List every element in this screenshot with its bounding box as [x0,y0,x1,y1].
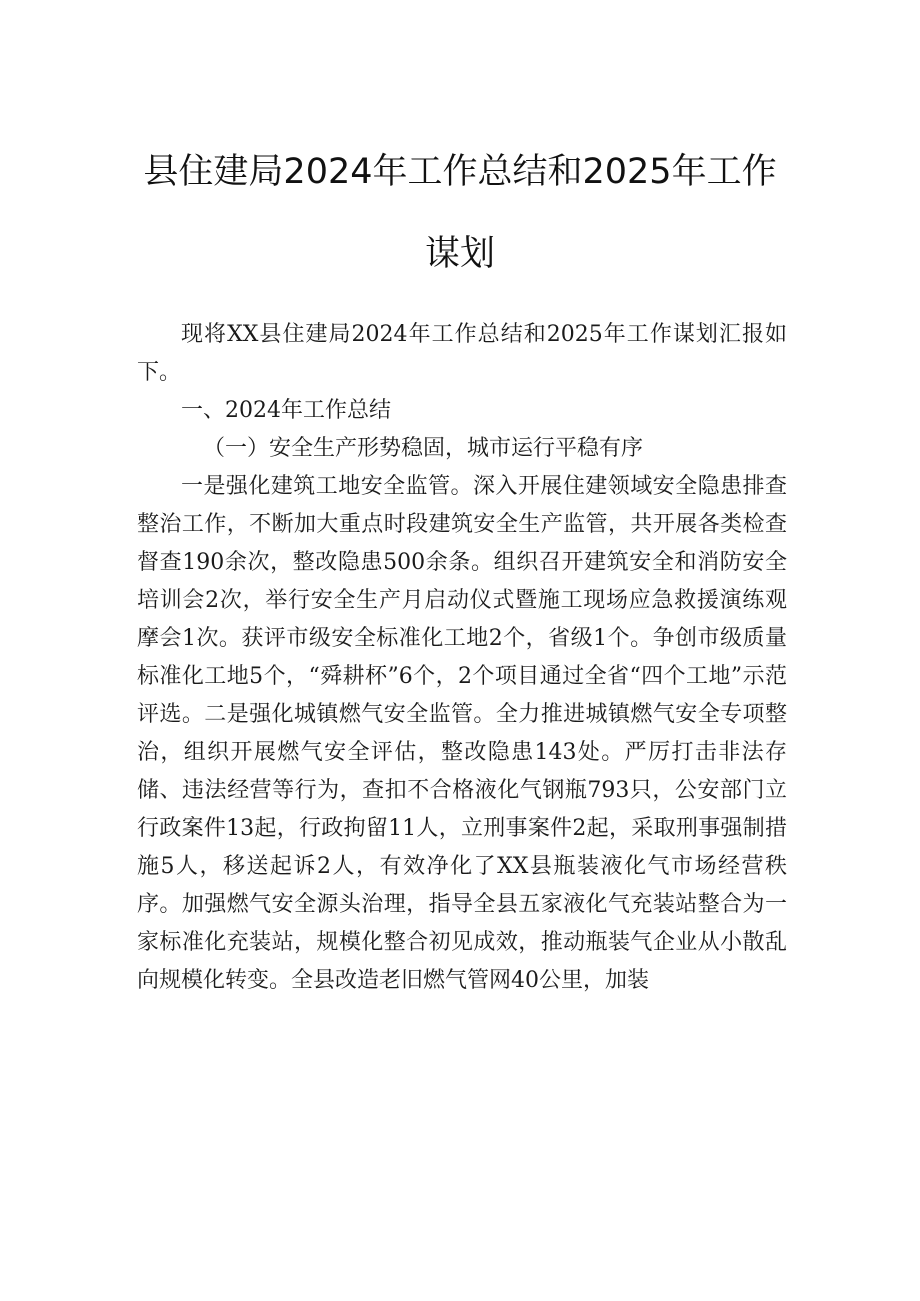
section-heading: 一、2024年工作总结 [181,398,391,423]
body-paragraph: 一是强化建筑工地安全监管。深入开展住建领域安全隐患排查整治工作，不断加大重点时段建筑安全生产监管，共开展各类检查督查190余次，整改隐患500余条。组织召开建筑安全和消防安全培训会2次，举行安全生产月启动仪式暨施工现场应急救援演练观摩会1次。获评市级安全标准化工地2个，省级1个。争创市级质量标准化工地5个，“舜耕杯”6个，2个项目通过全省“四个工地”示范评选。二是强化城镇燃气安全监管。全力推进城镇燃气安全专项整治，组织开展燃气安全评估，整改隐患143处。严厉打击非法存储、违法经营等行为，查扣不合格液化气钢瓶793只，公安部门立行政案件13起，行政拘留11人，立刑事案件2起，采取刑事强制措施5人，移送起诉2人，有效净化了XX县瓶装液化气市场经营秩序。加强燃气安全源头治理，指导全县五家液化气充装站整合为一家标准化充装站，规模化整合初见成效，推动瓶装气企业从小散乱向规模化转变。全县改造老旧燃气管网40公里，加装 [137,474,787,993]
intro-paragraph: 现将XX县住建局2024年工作总结和2025年工作谋划汇报如下。 [137,322,787,385]
subsection-heading: （一）安全生产形势稳固，城市运行平稳有序 [203,436,644,461]
document-title-line1: 县住建局2024年工作总结和2025年工作 [143,152,777,192]
document-title-line2: 谋划 [424,234,495,274]
document-body [137,316,787,1000]
